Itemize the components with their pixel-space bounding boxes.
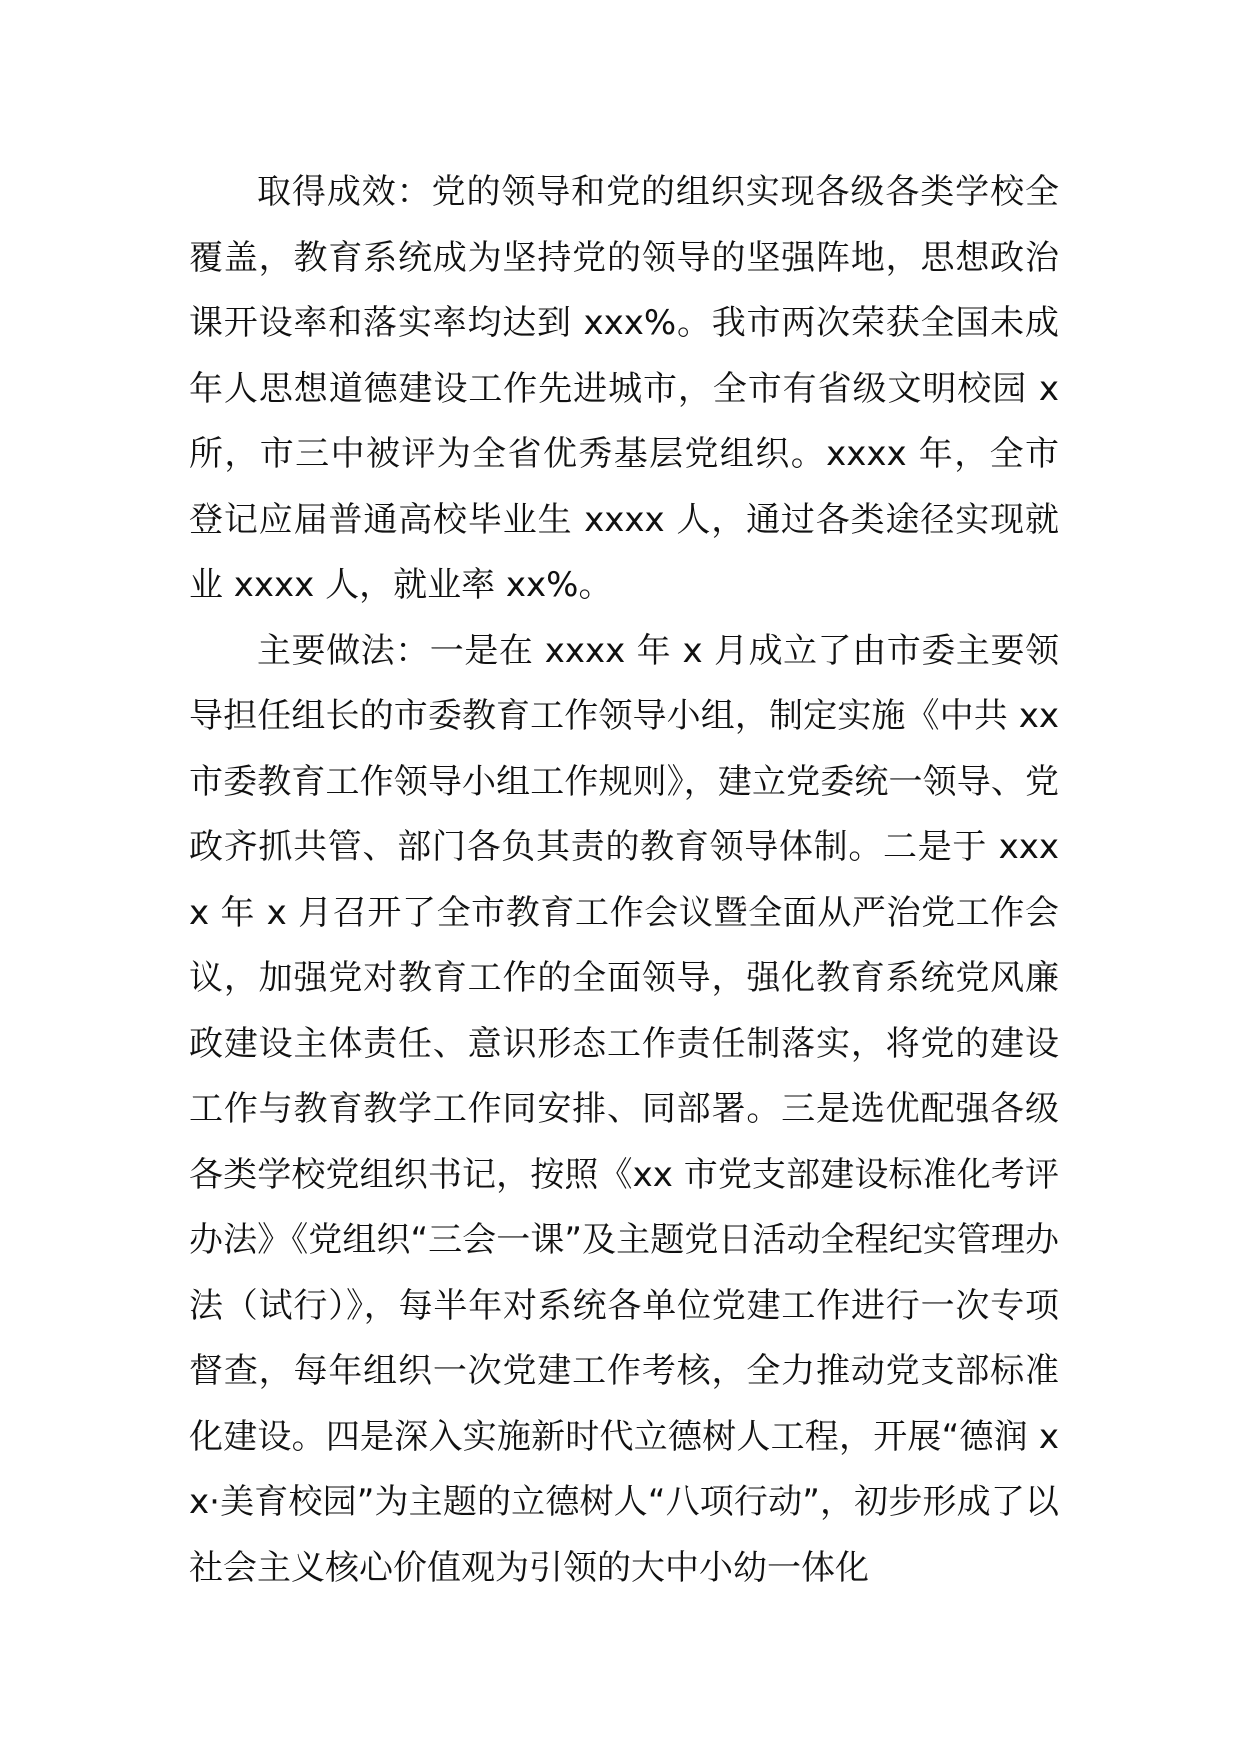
paragraph-results: 取得成效：党的领导和党的组织实现各级各类学校全覆盖，教育系统成为坚持党的领导的坚强阵地，思想政治课开设率和落实率均达到 xxx%。我市两次荣获全国未成年人思想道德建设工作先进城市，全市有省级文明校园 x 所，市三中被评为全省优秀基层党组织。xxxx 年，全市登记应届普通高校毕业生 xxxx 人，通过各类途径实现就业 xxxx 人，就业率 xx%。 xyxy=(189,172,1059,605)
paragraph-main-practices: 主要做法：一是在 xxxx 年 x 月成立了由市委主要领导担任组长的市委教育工作领导小组，制定实施《中共 xx 市委教育工作领导小组工作规则》，建立党委统一领导、党政齐抓共管、部门各负其责的教育领导体制。二是于 xxxx 年 x 月召开了全市教育工作会议暨全面从严治党工作会议，加强党对教育工作的全面领导，强化教育系统党风廉政建设主体责任、意识形态工作责任制落实，将党的建设工作与教育教学工作同安排、同部署。三是选优配强各级各类学校党组织书记，按照《xx 市党支部建设标准化考评办法》《党组织“三会一课”及主题党日活动全程纪实管理办法（试行）》，每半年对系统各单位党建工作进行一次专项督查，每年组织一次党建工作考核，全力推动党支部标准化建设。四是深入实施新时代立德树人工程，开展“德润 xx·美育校园”为主题的立德树人“八项行动”，初步形成了以社会主义核心价值观为引领的大中小幼一体化 xyxy=(189,630,1059,1588)
body-text xyxy=(189,160,1059,1601)
